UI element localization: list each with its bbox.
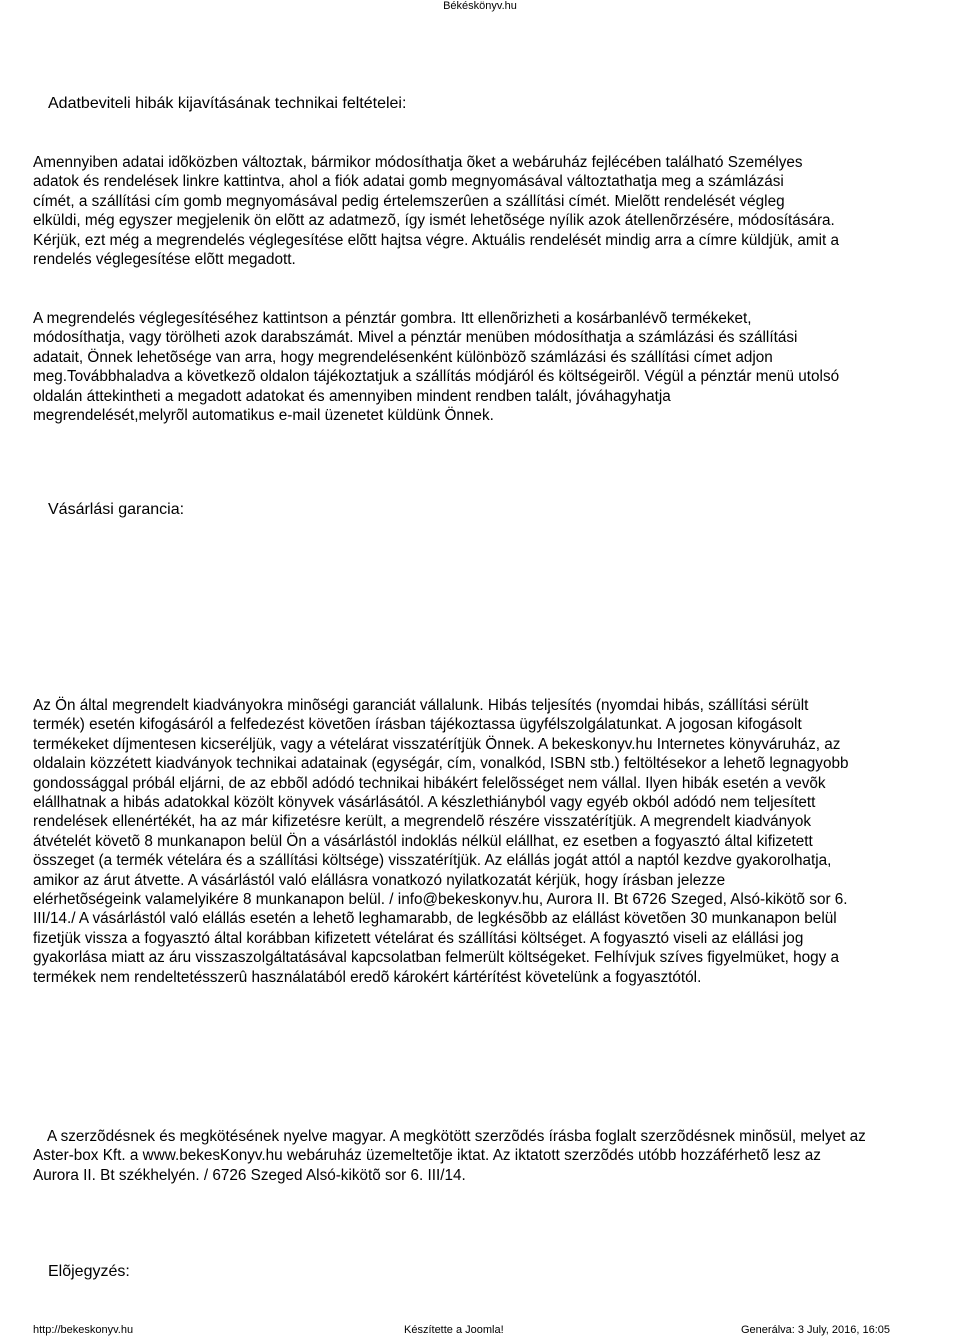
text-line: módosíthatja, vagy törölheti azok darabszámát. Mivel a pénztár menüben módosíthatja a számlázási és szállítási	[33, 329, 798, 347]
text-line: A szerzõdésnek és megkötésének nyelve magyar. A megkötött szerzõdés írásba foglalt szerzõdésnek minõsül, melyet az	[47, 1128, 866, 1145]
text-line: meg.Továbbhaladva a következõ oldalon tájékoztatjuk a szállítás módjáról és költségeirõl. Végül a pénztár menü utolsó	[33, 368, 840, 386]
text-line: Amennyiben adatai idõközben változtak, bármikor módosíthatja õket a webáruház fejlécében található Személyes	[33, 154, 803, 171]
text-line: amikor az árut átvette. A vásárlástól való elállásra vonatkozó nyilatkozatát kérjük, hogy írásban jelezze	[33, 871, 726, 889]
footer-url[interactable]: http://bekeskonyv.hu	[33, 1324, 134, 1336]
footer-generated: Generálva: 3 July, 2016, 16:05	[741, 1324, 891, 1336]
text-line: elállhatnak a hibás adatokkal közölt könyvek vásárlásától. A készlethiányból vagy egyéb okból adódó nem teljesített	[33, 794, 816, 812]
text-line: oldalain közzétett kiadványok technikai adatainak (egységár, cím, vonalkód, ISBN stb.) feltöltésekor a lehetõ legnagyobb	[33, 755, 849, 773]
text-line: címét, a szállítási cím gomb megnyomásával pedig értelemszerûen a szállítási címét. Mielõtt rendelését végleg	[33, 192, 785, 210]
text-line: Kérjük, ezt még a megrendelés véglegesítése elõtt hajtsa végre. Aktuális rendelését mindig arra a címre küldjük, amit a	[33, 231, 840, 249]
text-line: megrendelését,melyrõl automatikus e-mail üzenetet küldünk Önnek.	[33, 407, 494, 425]
text-line: A megrendelés véglegesítéséhez kattintson a pénztár gombra. Itt ellenõrizheti a kosárbanlévõ termékeket,	[33, 310, 752, 327]
text-line: adatok és rendelések linkre kattintva, ahol a fiók adatai gomb megnyomásával változtathatja meg a számlázási	[33, 173, 784, 191]
text-line: termékeket díjmentesen kicseréljük, vagy a vételárat visszatérítjük Önnek. A bekeskonyv.hu Internetes könyváruház, az	[33, 735, 841, 753]
section-title-garancia: Vásárlási garancia:	[48, 501, 185, 518]
text-line: elérhetõségeink valamelyikére 8 munkanapon belül. / info@bekeskonyv.hu, Aurora II. Bt 6726 Szeged, Alsó-kikötõ sor 6.	[33, 891, 848, 909]
text-line: III/14./ A vásárlástól való elállás esetén a lehetõ leghamarabb, de legkésõbb az elállást követõen 30 munkanapon belül	[33, 910, 837, 928]
text-line: összeget (a termék vételára és a szállítási költsége) visszatérítjük. Az elállás jogát attól a naptól kezdve gyakorolhatja,	[33, 852, 832, 870]
footer-credit: Készítette a Joomla!	[404, 1324, 504, 1336]
text-line: rendelések ellenértékét, ha az már kifizetésre került, a megrendelõ részére visszatérítjük. A megrendelt kiadványok	[33, 813, 811, 831]
paragraph-penztar	[33, 309, 839, 425]
paragraph-garancia	[33, 696, 848, 987]
text-line: termék) esetén kifogásáról a felfedezést követõen írásban tájékoztassa ügyfélszolgálatunkat. A jogosan kifogásolt	[33, 716, 802, 734]
text-line: termékek nem rendeltetésszerû használatából eredõ károkért kártérítést követelünk a fogyasztótól.	[33, 968, 702, 986]
text-line: Aster-box Kft. a www.bekesKonyv.hu webáruház üzemeltetõje iktat. Az iktatott szerzõdés utóbb hozzáférhetõ lesz az	[33, 1147, 821, 1165]
paragraph-adatmodositas	[33, 153, 839, 269]
text-line: rendelés véglegesítése elõtt megadott.	[33, 251, 296, 269]
text-line: Aurora II. Bt székhelyén. / 6726 Szeged Alsó-kikötõ sor 6. III/14.	[33, 1166, 466, 1184]
section-title-adatbeviteli: Adatbeviteli hibák kijavításának technikai feltételei:	[48, 95, 407, 112]
text-line: gondossággal próbál eljárni, de az ebbõl adódó technikai hibákért felelõsséget nem vállal. Ilyen hibák esetén a vevõk	[33, 774, 826, 792]
section-title-elojegyzes: Elõjegyzés:	[48, 1263, 130, 1280]
text-line: elküldi, még egyszer megjelenik ön elõtt az adatmezõ, így ismét lehetõsége nyílik azok átellenõrzésére, módosítására.	[33, 212, 835, 230]
text-line: fizetjük vissza a fogyasztó által korábban kifizetett vételárat és szállítási költséget. A fogyasztó viseli az elállási jog	[33, 929, 804, 947]
text-line: Az Ön által megrendelt kiadványokra minõségi garanciát vállalunk. Hibás teljesítés (nyomdai hibás, szállítási sérült	[33, 697, 809, 714]
text-line: oldalán áttekintheti a megadott adatokat és amennyiben mindent rendben talált, jóváhagyhatja	[33, 387, 671, 405]
text-line: adatait, Önnek lehetõsége van arra, hogy megrendelésenként különbözõ számlázási és szállítási címet adjon	[33, 348, 773, 366]
text-line: átvételét követõ 8 munkanapon belül Ön a vásárlástól indoklás nélkül elállhat, ez esetben a fogyasztó által kifizetett	[33, 832, 813, 850]
paragraph-szerzodes	[33, 1127, 866, 1185]
header-site-name: Békéskönyv.hu	[443, 0, 517, 12]
text-line: gyakorlása miatt az áru visszaszolgáltatásával kapcsolatban felmerült költségeket. Felhívjuk szíves figyelmüket, hogy a	[33, 949, 840, 967]
